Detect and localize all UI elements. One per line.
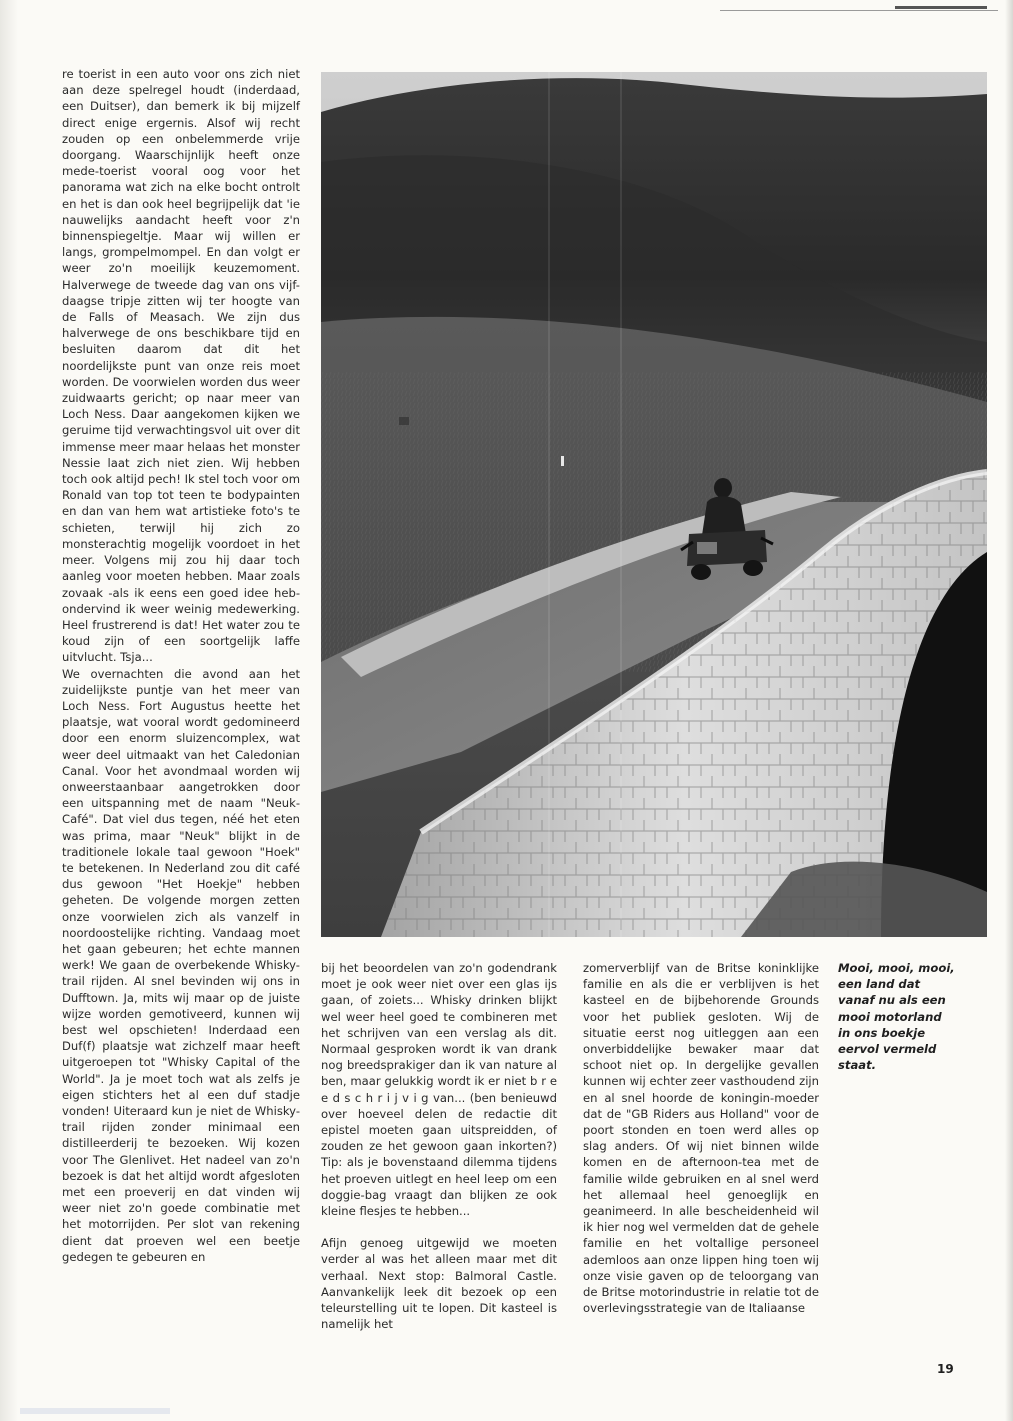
header-rule-thick (895, 6, 987, 9)
scan-artifact (20, 1408, 170, 1414)
header-rule-thin (720, 10, 998, 11)
column-2-paragraph-2: Afijn genoeg uitgewijd we moeten verder al was het alleen maar met dit verhaal. Next stop: Balmoral Castle. Aanvankelijk leek dit bezoek op een teleurstelling uit te lopen. Dit kasteel is namelijk het (321, 1236, 557, 1332)
article-column-1 (62, 66, 300, 1265)
page-number: 19 (937, 1362, 954, 1376)
page-gutter-shadow (0, 0, 18, 1421)
photo-motorcyclist-on-stone-bridge (321, 72, 987, 937)
page-edge-shadow (1005, 0, 1013, 1421)
header-rule (0, 0, 1013, 16)
column-1-paragraph-1: re toerist in een auto voor ons zich niet aan deze spelregel houdt (inderdaad, een Duitser), dan bemerk ik bij mijzelf direct enige ergernis. Alsof wij recht zouden op een onbelemmerde vrije doorgang. Waarschijnlijk heeft onze mede-toerist vooral oog voor het panorama wat zich na elke bocht ontrolt en het is dan ook heel begrijpelijk dat 'ie nauwelijks aandacht heeft voor z'n binnenspiegeltje. Maar wij willen er langs, grompelmompel. En dan volgt er weer zo'n moeilijk keuzemoment. Halverwege de tweede dag van ons vijf-daagse tripje zitten wij ter hoogte van de Falls of Measach. We zijn dus halverwege de ons beschikbare tijd en besluiten daarom dat dit het noordelijkste punt van onze reis moet worden. De voorwielen worden dus weer zuidwaarts gericht; op naar meer van Loch Ness. Daar aangekomen kijken we geruime tijd verwachtingsvol uit over dit immense meer maar helaas het monster Nessie laat zich niet zien. Wij hebben toch ook altijd pech! Ik stel toch voor om Ronald van top tot teen te bodypainten en dan van hem wat artistieke foto's te schieten, terwijl hij zich zo monsterachtig mogelijk voordoet in het meer. Volgens mij zou hij daar toch aanleg voor moeten hebben. Maar zoals zovaak -als ik eens een goed idee heb- ondervind ik weer weinig medewerking. Heel frustrerend is dat! Het water zou te koud zijn of een soortgelijk laffe uitvlucht. Tsja... (62, 67, 300, 665)
article-column-3 (583, 960, 819, 1316)
column-3-paragraph-1: zomerverblijf van de Britse koninklijke familie en als die er verblijven is het kasteel en de bijbehorende Grounds voor het publiek gesloten. Wij de situatie eerst nog uitleggen aan een onverbiddelijke bewaker maar dat schoot niet op. In dergelijke gevallen kunnen wij echter zeer vasthoudend zijn en al snel hoorde de koningin-moeder dat de "GB Riders aus Holland" voor de poort stonden en toen werd alles op slag anders. Of wij niet binnen wilde komen en de afternoon-tea met de familie wilde gebruiken en al snel werd het allemaal heel genoeglijk en geanimeerd. In alle bescheidenheid wil ik hier nog wel vermelden dat de gehele familie en het voltallige personeel ademloos aan onze lippen hing toen wij onze visie gaven op de teloorgang van de Britse motorindustrie in relatie tot de overlevingsstrategie van de Italiaanse (583, 961, 819, 1316)
column-2-paragraph-1: bij het beoordelen van zo'n godendrank moet je ook weer niet over een glas ijs gaan, of zoiets... Whisky drinken blijkt wel weer heel goed te combineren met het schrijven van een verslag als dit. Normaal gesproken wordt ik van drank nog breedsprakiger dan ik van nature al ben, maar gelukkig wordt ik er niet b r e e d s c h r i j v i g van... (ben benieuwd over hoeveel delen de redactie dit epistel moeten gaan uitspreidden, of zouden ze het gewoon gaan inkorten?) Tip: als je bovenstaand dilemma tijdens het proeven uitlegt en heel leep om een doggie-bag vraagt dan blijken ze ook kleine flesjes te hebben... (321, 961, 557, 1219)
pull-quote: Mooi, mooi, mooi, een land dat vanaf nu als een mooi motorland in ons boekje eervol vermeld staat. (838, 961, 955, 1073)
column-1-paragraph-2: We overnachten die avond aan het zuidelijkste puntje van het meer van Loch Ness. Fort Augustus heette het plaatsje, wat vooral wordt gedomineerd door een enorm sluizencomplex, wat weer deel uitmaakt van het Caledonian Canal. Voor het avondmaal worden wij onweerstaanbaar aangetrokken door een uitspanning met de naam "Neuk-Café". Dat viel dus tegen, néé het eten was prima, maar "Neuk" blijkt in de traditionele lokale taal gewoon "Hoek" te betekenen. In Nederland zou dit café dus gewoon "Het Hoekje" hebben geheten. De volgende morgen zetten onze voorwielen zich als vanzelf in noordoostelijke richting. Vandaag moet het gaan gebeuren; het echte mannen werk! We gaan de overbekende Whisky-trail rijden. Al snel bevinden wij ons in Dufftown. Ja, mits wij maar op de juiste wijze worden gemotiveerd, kunnen wij best wel opschieten! Inderdaad een Duf(f) plaatsje wat zichzelf maar heeft uitgeroepen tot "Whisky Capital of the World". Ja je moet toch wat als zelfs je eigen stichters het al een duf stadje vonden! Uiteraard kun je niet de Whisky-trail rijden zonder minimaal een distilleerderij te bezoeken. Wij kozen voor The Glenlivet. Het nadeel van zo'n bezoek is dat het altijd wordt afgesloten met een proeverij en dat vinden wij weer niet zo'n goede combinatie met het motorrijden. Per slot van rekening dient dat proeven wel een beetje gedegen te gebeuren en (62, 666, 300, 1264)
article-column-2 (321, 960, 557, 1332)
